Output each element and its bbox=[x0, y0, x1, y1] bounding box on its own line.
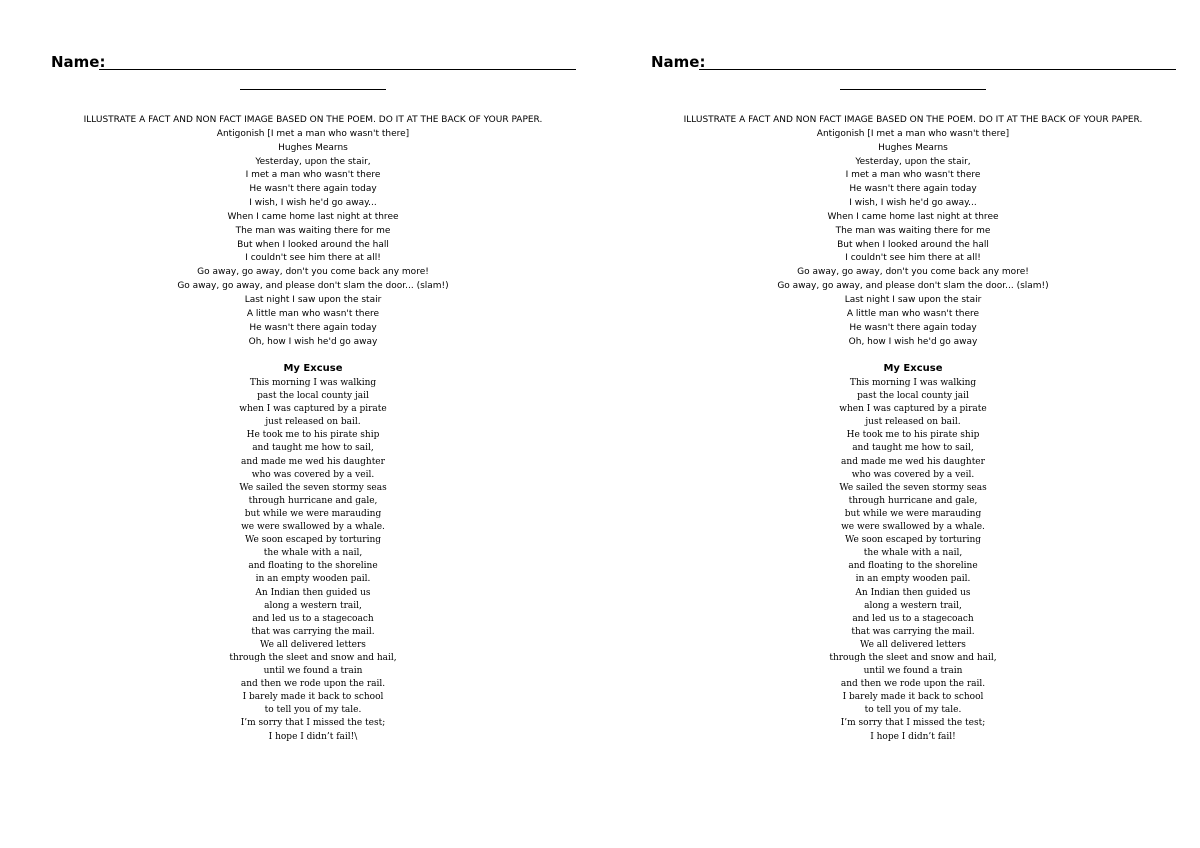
poem-title: Antigonish [I met a man who wasn't there] bbox=[816, 128, 1010, 139]
poem-line: and taught me how to sail, bbox=[252, 443, 374, 454]
poem-line: in an empty wooden pail. bbox=[255, 574, 371, 585]
poem-line: Go away, go away, don't you come back any more! bbox=[797, 267, 1029, 278]
poem-line: the whale with a nail, bbox=[863, 548, 963, 559]
poem-title-my-excuse: My Excuse bbox=[883, 363, 943, 374]
poem-last-line: I hope I didn’t fail! bbox=[870, 731, 956, 742]
poem-line: the whale with a nail, bbox=[263, 548, 363, 559]
poem-line: and taught me how to sail, bbox=[852, 443, 974, 454]
name-field bbox=[51, 52, 576, 74]
poem-line: in an empty wooden pail. bbox=[855, 574, 971, 585]
poem-line: I’m sorry that I missed the test; bbox=[240, 718, 386, 729]
poem-line: He took me to his pirate ship bbox=[246, 430, 380, 441]
poem-line: He wasn't there again today bbox=[849, 322, 977, 333]
poem-line: we were swallowed by a whale. bbox=[241, 522, 385, 533]
poem-line: He took me to his pirate ship bbox=[846, 430, 980, 441]
poem-line: that was carrying the mail. bbox=[251, 626, 375, 637]
poem-line: I wish, I wish he'd go away... bbox=[249, 198, 377, 209]
poem-last-line: I hope I didn’t fail!\ bbox=[268, 731, 358, 742]
poem-line: until we found a train bbox=[263, 666, 363, 677]
poem-line: An Indian then guided us bbox=[855, 587, 971, 598]
poem-my-excuse bbox=[600, 377, 1200, 744]
poem-line: The man was waiting there for me bbox=[835, 225, 991, 236]
poem-line: through hurricane and gale, bbox=[848, 495, 978, 506]
instruction-text: ILLUSTRATE A FACT AND NON FACT IMAGE BASED ON THE POEM. DO IT AT THE BACK OF YOUR PAPER. bbox=[83, 115, 543, 125]
poem-line: Go away, go away, and please don't slam the door... (slam!) bbox=[777, 281, 1049, 292]
instruction-text: ILLUSTRATE A FACT AND NON FACT IMAGE BASED ON THE POEM. DO IT AT THE BACK OF YOUR PAPER. bbox=[683, 115, 1143, 125]
poem-line: Go away, go away, don't you come back any more! bbox=[197, 267, 429, 278]
poem-title: Antigonish [I met a man who wasn't there] bbox=[216, 128, 410, 139]
poem-antigonish bbox=[0, 114, 626, 349]
poem-line: When I came home last night at three bbox=[227, 211, 399, 222]
poem-antigonish bbox=[600, 114, 1200, 349]
short-underline bbox=[240, 89, 386, 90]
poem-line: Oh, how I wish he'd go away bbox=[248, 336, 378, 347]
poem-line: He wasn't there again today bbox=[249, 184, 377, 195]
name-label: Name: bbox=[51, 53, 106, 71]
poem-my-excuse bbox=[0, 377, 626, 744]
poem-line: who was covered by a veil. bbox=[251, 469, 375, 480]
poem-line: But when I looked around the hall bbox=[837, 239, 989, 250]
poem-line: and made me wed his daughter bbox=[841, 456, 985, 467]
poem-line: We soon escaped by torturing bbox=[844, 535, 982, 546]
poem-line: We sailed the seven stormy seas bbox=[839, 482, 987, 493]
poem-line: An Indian then guided us bbox=[255, 587, 371, 598]
poem-line: I met a man who wasn't there bbox=[845, 170, 981, 181]
poem-line: just released on bail. bbox=[265, 417, 361, 428]
short-underline bbox=[840, 89, 986, 90]
poem-line: and then we rode upon the rail. bbox=[240, 679, 386, 690]
worksheet-right bbox=[600, 0, 1200, 848]
poem-line: I wish, I wish he'd go away... bbox=[849, 198, 977, 209]
poem-line: to tell you of my tale. bbox=[264, 705, 362, 716]
poem-line: just released on bail. bbox=[865, 417, 961, 428]
poem-line: Last night I saw upon the stair bbox=[844, 294, 982, 305]
poem-line: through hurricane and gale, bbox=[248, 495, 378, 506]
poem-line: and led us to a stagecoach bbox=[852, 613, 974, 624]
poem-line: and then we rode upon the rail. bbox=[840, 679, 986, 690]
poem-author: Hughes Mearns bbox=[878, 142, 948, 153]
poem-line: I’m sorry that I missed the test; bbox=[840, 718, 986, 729]
poem-line: Yesterday, upon the stair, bbox=[855, 156, 971, 167]
poem-line: past the local county jail bbox=[257, 391, 369, 402]
poem-line: through the sleet and snow and hail, bbox=[829, 652, 997, 663]
poem-line: We all delivered letters bbox=[260, 639, 366, 650]
poem-line: He wasn't there again today bbox=[849, 184, 977, 195]
poem-line: and floating to the shoreline bbox=[848, 561, 978, 572]
poem-line: When I came home last night at three bbox=[827, 211, 999, 222]
name-label: Name: bbox=[651, 53, 706, 71]
poem-line: and made me wed his daughter bbox=[241, 456, 385, 467]
poem-line: but while we were marauding bbox=[844, 508, 982, 519]
poem-line: Go away, go away, and please don't slam the door... (slam!) bbox=[177, 281, 449, 292]
poem-line: past the local county jail bbox=[857, 391, 969, 402]
poem-line: We sailed the seven stormy seas bbox=[239, 482, 387, 493]
poem-line: who was covered by a veil. bbox=[851, 469, 975, 480]
name-underline bbox=[699, 69, 1176, 70]
poem-line: But when I looked around the hall bbox=[237, 239, 389, 250]
poem-line: I couldn't see him there at all! bbox=[245, 253, 381, 264]
poem-line: I barely made it back to school bbox=[242, 692, 384, 703]
poem-line: we were swallowed by a whale. bbox=[841, 522, 985, 533]
poem-line: I met a man who wasn't there bbox=[245, 170, 381, 181]
poem-line: A little man who wasn't there bbox=[846, 308, 980, 319]
poem-line: Yesterday, upon the stair, bbox=[255, 156, 371, 167]
poem-line: We soon escaped by torturing bbox=[244, 535, 382, 546]
poem-line: I barely made it back to school bbox=[842, 692, 984, 703]
poem-line: A little man who wasn't there bbox=[246, 308, 380, 319]
poem-title-my-excuse: My Excuse bbox=[283, 363, 343, 374]
poem-line: Oh, how I wish he'd go away bbox=[848, 336, 978, 347]
poem-line: until we found a train bbox=[863, 666, 963, 677]
name-field bbox=[651, 52, 1176, 74]
poem-line: along a western trail, bbox=[864, 600, 962, 611]
poem-line: The man was waiting there for me bbox=[235, 225, 391, 236]
poem-line: This morning I was walking bbox=[849, 378, 977, 388]
poem-line: along a western trail, bbox=[264, 600, 362, 611]
poem-line: but while we were marauding bbox=[244, 508, 382, 519]
poem-line: We all delivered letters bbox=[860, 639, 966, 650]
poem-line: and led us to a stagecoach bbox=[252, 613, 374, 624]
poem-line: and floating to the shoreline bbox=[248, 561, 378, 572]
poem-line: I couldn't see him there at all! bbox=[845, 253, 981, 264]
poem-line: Last night I saw upon the stair bbox=[244, 294, 382, 305]
poem-line: This morning I was walking bbox=[249, 378, 377, 388]
poem-author: Hughes Mearns bbox=[278, 142, 348, 153]
poem-line: through the sleet and snow and hail, bbox=[229, 652, 397, 663]
poem-line: He wasn't there again today bbox=[249, 322, 377, 333]
poem-line: to tell you of my tale. bbox=[864, 705, 962, 716]
poem-line: when I was captured by a pirate bbox=[839, 404, 987, 415]
poem-line: that was carrying the mail. bbox=[851, 626, 975, 637]
poem-line: when I was captured by a pirate bbox=[239, 404, 387, 415]
name-underline bbox=[99, 69, 576, 70]
